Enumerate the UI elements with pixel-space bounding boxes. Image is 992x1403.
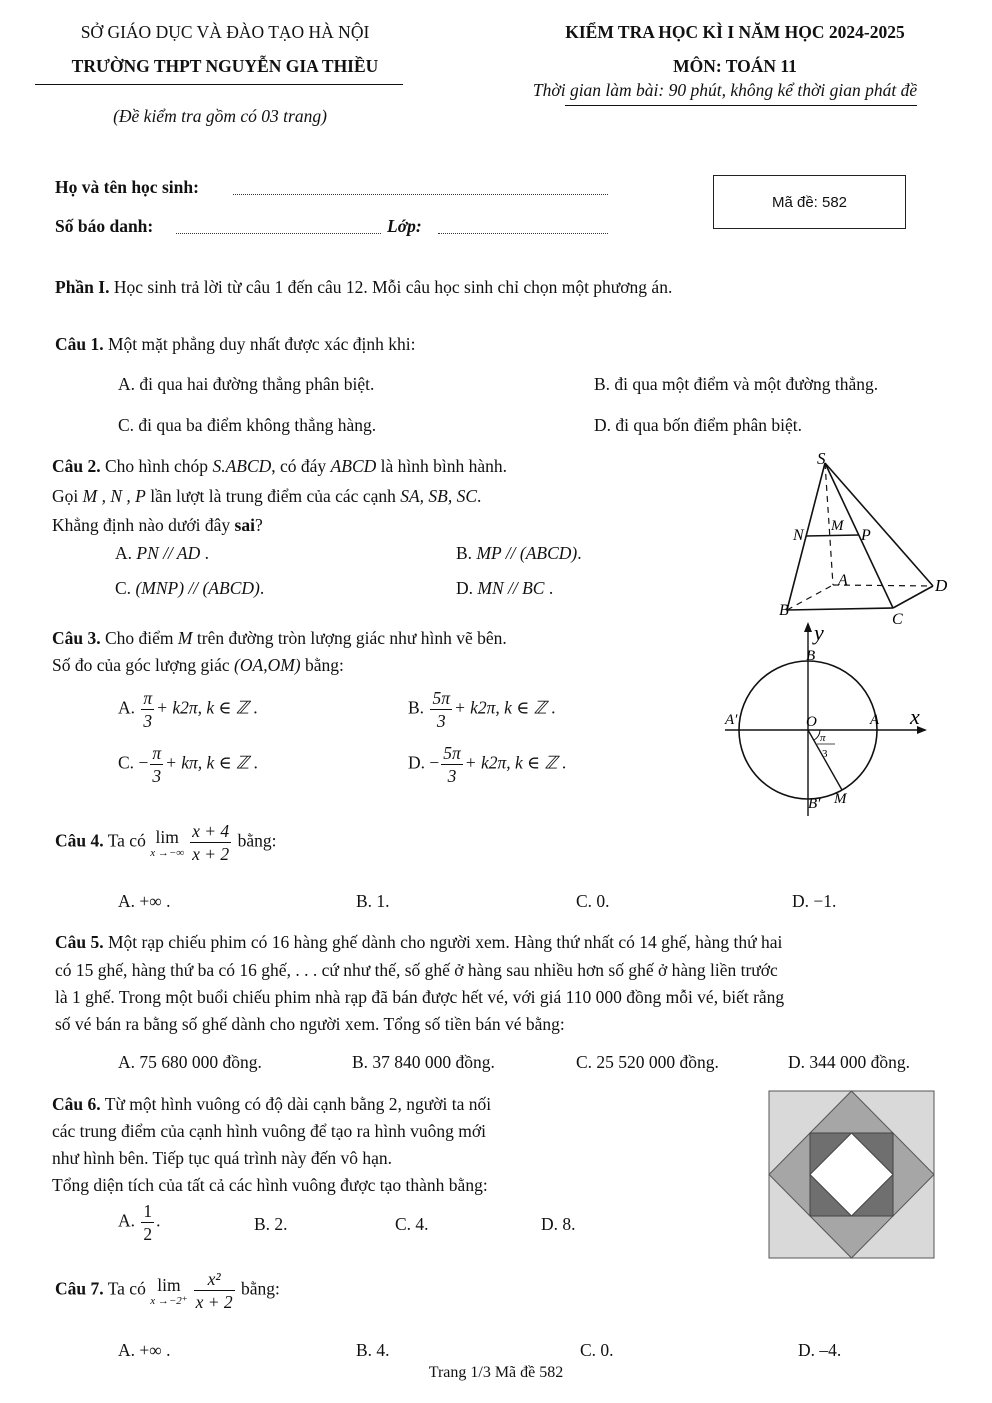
- q2-option-a[interactable]: A. PN // AD .: [115, 543, 209, 563]
- q3-option-sign: −: [429, 752, 440, 773]
- label-angle-den: 3: [822, 748, 828, 760]
- q6-line2: các trung điểm của cạnh hình vuông để tạo ra hình vuông mới: [52, 1121, 486, 1141]
- label-b: B: [779, 602, 789, 619]
- class-label: Lớp:: [387, 216, 422, 236]
- q6-number: Câu 6.: [52, 1094, 101, 1114]
- trig-circle-figure: [720, 620, 935, 820]
- pages-note: (Đề kiểm tra gồm có 03 trang): [113, 106, 327, 126]
- student-id-field[interactable]: [176, 233, 381, 234]
- q2-option-label: D.: [456, 578, 474, 598]
- exam-code-box: Mã đề: 582: [713, 175, 906, 229]
- part1-text: Học sinh trả lời từ câu 1 đến câu 12. Mỗi câu học sinh chỉ chọn một phương án.: [113, 277, 673, 297]
- student-name-label: Họ và tên học sinh:: [55, 177, 199, 197]
- q3-math: (OA,OM): [234, 655, 301, 675]
- q7-option-c[interactable]: C. 0.: [580, 1340, 614, 1360]
- student-name-field[interactable]: [233, 194, 608, 195]
- q5-option-d[interactable]: D. 344 000 đồng.: [788, 1052, 911, 1072]
- q4-option-b[interactable]: B. 1.: [356, 891, 390, 911]
- q6-option-d[interactable]: D. 8.: [541, 1214, 576, 1234]
- label-o: O: [806, 714, 817, 730]
- q4-number: Câu 4.: [55, 830, 104, 851]
- q5-line1: [55, 932, 782, 953]
- q2-text: ?: [254, 515, 263, 535]
- q2-option-b[interactable]: B. MP // (ABCD).: [456, 543, 582, 563]
- q3-number: Câu 3.: [52, 628, 101, 648]
- q1-text: Một mặt phẳng duy nhất được xác định khi:: [108, 334, 416, 354]
- q6-line4: Tổng diện tích của tất cả các hình vuông được tạo thành bằng:: [52, 1175, 488, 1195]
- q3-text: Cho điểm: [105, 628, 174, 648]
- q7-limit: [150, 1275, 187, 1307]
- fraction-denominator: 3: [152, 766, 162, 786]
- q2-text: Khẳng định nào dưới đây: [52, 515, 231, 535]
- q1-option-a[interactable]: A. đi qua hai đường thẳng phân biệt.: [118, 374, 375, 394]
- label-c: C: [892, 611, 903, 628]
- q5-option-a[interactable]: A. 75 680 000 đồng.: [118, 1052, 262, 1072]
- q3-option-label: B.: [408, 697, 425, 718]
- q2-text: lần lượt là trung điểm của các cạnh: [150, 486, 396, 506]
- q1-number: Câu 1.: [55, 334, 104, 354]
- q3-option-rest: + k2π, k ∈ ℤ: [464, 752, 558, 773]
- limit-word: lim: [155, 826, 179, 847]
- q3-math: M: [177, 628, 193, 648]
- label-s: S: [817, 449, 826, 468]
- q4-option-d[interactable]: D. −1.: [792, 891, 837, 911]
- q4-option-c[interactable]: C. 0.: [576, 891, 610, 911]
- exam-title: KIỂM TRA HỌC KÌ I NĂM HỌC 2024-2025: [565, 22, 905, 42]
- label-m: M: [831, 518, 844, 534]
- q3-option-fraction: [430, 687, 452, 732]
- time-note: Thời gian làm bài: 90 phút, không kể thời gian phát đề: [532, 80, 918, 100]
- q5-option-c[interactable]: C. 25 520 000 đồng.: [576, 1052, 719, 1072]
- label-axis-x: x: [910, 704, 920, 729]
- q2-text: .: [477, 486, 482, 506]
- q2-option-label: C.: [115, 578, 132, 598]
- q3-option-sign: −: [138, 752, 149, 773]
- label-axis-y: y: [814, 620, 824, 645]
- q2-math: ABCD: [330, 456, 377, 476]
- q2-option-c[interactable]: C. (MNP) // (ABCD).: [115, 578, 265, 598]
- q4-text: bằng:: [237, 830, 277, 851]
- fraction-denominator: 3: [447, 766, 457, 786]
- q2-option-d[interactable]: D. MN // BC .: [456, 578, 554, 598]
- q6-option-fraction: [141, 1200, 154, 1245]
- q2-math: M , N , P: [82, 486, 146, 506]
- q3-text: trên đường tròn lượng giác như hình vẽ bên.: [196, 628, 507, 648]
- label-b: B: [806, 648, 816, 664]
- q5-line2: có 15 ghế, hàng thứ ba có 16 ghế, . . . cứ như thế, số ghế ở hàng sau nhiều hơn số ghế ở hàng liền trước: [55, 960, 778, 980]
- label-n: N: [793, 527, 804, 544]
- q3-option-b[interactable]: B. $\frac{5\pi}{3}$ + k2π, k ∈ ℤ .: [408, 688, 556, 731]
- q2-number: Câu 2.: [52, 456, 101, 476]
- q6-option-label: A.: [118, 1210, 136, 1231]
- q2-line1: [52, 456, 507, 477]
- q3-option-c[interactable]: C. − $\frac{\pi}{3}$ + kπ, k ∈ ℤ .: [118, 743, 258, 786]
- q7-option-b[interactable]: B. 4.: [356, 1340, 390, 1360]
- page-footer: Trang 1/3 Mã đề 582: [428, 1364, 564, 1381]
- label-a: A: [838, 572, 848, 589]
- fraction-numerator: π: [152, 743, 162, 763]
- q3-line1: [52, 628, 507, 649]
- q2-line2: [52, 486, 481, 507]
- q1-stem: [55, 334, 415, 355]
- fraction-denominator: x + 2: [192, 844, 230, 864]
- q2-math: SA, SB, SC: [400, 486, 478, 506]
- q6-option-a[interactable]: [118, 1200, 161, 1245]
- q6-option-b[interactable]: B. 2.: [254, 1214, 288, 1234]
- label-a-prime: A′: [725, 712, 738, 728]
- q6-option-rest: .: [156, 1210, 161, 1231]
- pyramid-figure: [775, 448, 955, 628]
- q6-text: Từ một hình vuông có độ dài cạnh bằng 2, người ta nối: [104, 1094, 492, 1114]
- q1-option-d[interactable]: D. đi qua bốn điểm phân biệt.: [594, 415, 803, 435]
- subject: MÔN: TOÁN 11: [673, 56, 797, 76]
- q2-line3: [52, 515, 263, 536]
- q3-option-fraction: [141, 687, 154, 732]
- q2-text: là hình bình hành.: [380, 456, 508, 476]
- limit-subscript: x →−2⁺: [150, 1294, 188, 1307]
- q3-option-a[interactable]: A. $\frac{\pi}{3}$ + k2π, k ∈ ℤ .: [118, 688, 258, 731]
- part1-instruction: [55, 277, 672, 298]
- student-id-label: Số báo danh:: [55, 216, 154, 236]
- q4-option-a[interactable]: A. +∞ .: [118, 891, 171, 911]
- q2-option-math: (MNP) // (ABCD): [135, 578, 260, 598]
- q6-line1: [52, 1094, 491, 1115]
- label-b-prime: B′: [808, 796, 821, 812]
- q3-option-label: A.: [118, 697, 136, 718]
- q2-option-label: B.: [456, 543, 473, 563]
- q3-option-rest: + k2π, k ∈ ℤ: [453, 697, 547, 718]
- dept-name: SỞ GIÁO DỤC VÀ ĐÀO TẠO HÀ NỘI: [80, 22, 370, 42]
- q3-option-rest: + kπ, k ∈ ℤ: [165, 752, 250, 773]
- q4-stem: [55, 820, 276, 865]
- fraction-denominator: x + 2: [195, 1292, 233, 1312]
- q7-number: Câu 7.: [55, 1278, 104, 1299]
- q3-line2: [52, 655, 344, 676]
- fraction-numerator: 5π: [432, 688, 450, 708]
- q4-text: Ta có: [107, 830, 146, 851]
- fraction-denominator: 2: [143, 1224, 153, 1244]
- class-field[interactable]: [438, 233, 608, 234]
- q2-option-math: MN // BC: [477, 578, 545, 598]
- q7-option-a[interactable]: A. +∞ .: [118, 1340, 171, 1360]
- q3-option-fraction: [441, 742, 463, 787]
- q2-option-label: A.: [115, 543, 133, 563]
- q3-text: Số đo của góc lượng giác: [52, 655, 230, 675]
- fraction-denominator: 3: [436, 711, 446, 731]
- q3-option-label: C.: [118, 752, 135, 773]
- q5-line3: là 1 ghế. Trong một buổi chiếu phim nhà rạp đã bán được hết vé, với giá 110 000 đồng mỗi vé, biết rằng: [55, 987, 785, 1007]
- q6-option-c[interactable]: C. 4.: [395, 1214, 429, 1234]
- q5-option-b[interactable]: B. 37 840 000 đồng.: [352, 1052, 495, 1072]
- q5-number: Câu 5.: [55, 932, 104, 952]
- q3-text: bằng:: [305, 655, 344, 675]
- q1-option-c[interactable]: C. đi qua ba điểm không thẳng hàng.: [118, 415, 377, 435]
- q2-text: Cho hình chóp: [105, 456, 209, 476]
- fraction-numerator: 1: [143, 1201, 153, 1221]
- q4-fraction: [190, 820, 231, 865]
- label-m: M: [834, 791, 847, 807]
- q2-option-math: MP // (ABCD): [476, 543, 578, 563]
- q2-text: Gọi: [52, 486, 79, 506]
- fraction-denominator: 3: [143, 711, 153, 731]
- fraction-numerator: x²: [194, 1268, 235, 1291]
- school-name: TRƯỜNG THPT NGUYỄN GIA THIỀU: [71, 56, 379, 76]
- limit-subscript: x →−∞: [150, 846, 185, 859]
- q1-option-b[interactable]: B. đi qua một điểm và một đường thẳng.: [594, 374, 879, 394]
- fraction-numerator: x + 4: [192, 821, 230, 841]
- label-a: A: [870, 712, 880, 728]
- fraction-numerator: 5π: [443, 743, 461, 763]
- q5-text: Một rạp chiếu phim có 16 hàng ghế dành cho người xem. Hàng thứ nhất có 14 ghế, hàng thứ hai: [108, 932, 783, 952]
- nested-squares-figure: [768, 1090, 935, 1259]
- q2-option-math: PN // AD: [136, 543, 201, 563]
- q7-fraction: [194, 1268, 235, 1313]
- time-underline: [565, 105, 917, 106]
- q5-line4: số vé bán ra bằng số ghế dành cho người xem. Tổng số tiền bán vé bằng:: [55, 1014, 565, 1034]
- q7-text: Ta có: [107, 1278, 146, 1299]
- school-underline: [35, 84, 403, 85]
- q2-text: , có đáy: [271, 456, 327, 476]
- q7-text: bằng:: [241, 1278, 280, 1299]
- q6-line3: như hình bên. Tiếp tục quá trình này đến vô hạn.: [52, 1148, 393, 1168]
- q7-stem: [55, 1268, 280, 1313]
- label-p: P: [861, 527, 871, 544]
- q2-emphasis: sai: [234, 515, 255, 535]
- label-d: D: [935, 576, 948, 595]
- limit-word: lim: [157, 1274, 181, 1295]
- label-angle-num: π: [820, 732, 826, 744]
- q3-option-fraction: [150, 742, 163, 787]
- q3-option-label: D.: [408, 752, 426, 773]
- q3-option-rest: + k2π, k ∈ ℤ: [156, 697, 249, 718]
- q2-math: S.ABCD: [212, 456, 272, 476]
- fraction-numerator: π: [143, 688, 153, 708]
- q4-limit: [150, 827, 184, 859]
- q3-option-d[interactable]: D. − $\frac{5\pi}{3}$ + k2π, k ∈ ℤ .: [408, 743, 567, 786]
- part1-label: Phần I.: [55, 277, 110, 297]
- q7-option-d[interactable]: D. –4.: [798, 1340, 842, 1360]
